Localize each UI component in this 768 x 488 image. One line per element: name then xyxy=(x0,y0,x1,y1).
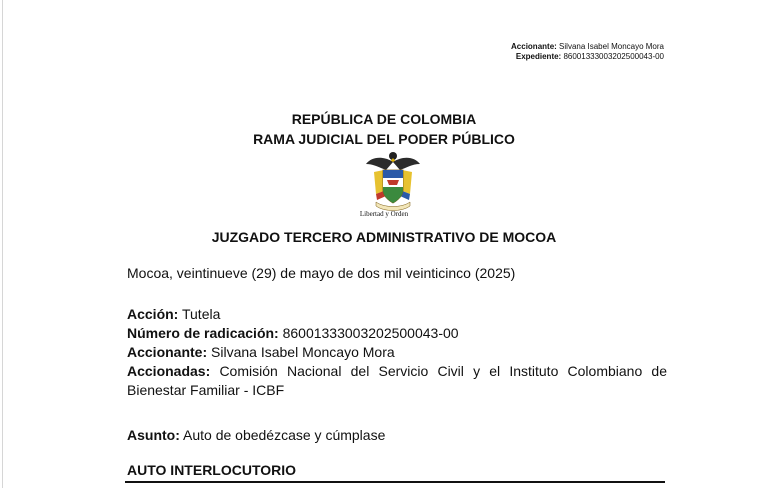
field-accionadas: Accionadas: Comisión Nacional del Servicio Civil y el Instituto Colombiano de Bienestar Familiar - ICBF xyxy=(127,363,667,398)
shield-bottom xyxy=(383,187,403,203)
field-accion: Acción: Tutela xyxy=(127,306,221,322)
section-underline xyxy=(125,481,665,483)
header-accionante: Accionante: Silvana Isabel Moncayo Mora xyxy=(511,42,664,51)
header-meta xyxy=(511,42,664,62)
header-expediente: Expediente: 86001333003202500043-00 xyxy=(515,52,664,61)
court-title: JUZGADO TERCERO ADMINISTRATIVO DE MOCOA xyxy=(211,229,557,245)
subject-line: Asunto: Auto de obedézcase y cúmplase xyxy=(127,427,386,443)
shield-emblem xyxy=(387,180,399,185)
case-fields xyxy=(127,305,667,400)
condor-left-wing xyxy=(366,158,393,170)
country-title: REPÚBLICA DE COLOMBIA xyxy=(291,111,477,127)
motto-text: Libertad y Orden xyxy=(359,210,409,218)
field-radicacion: Número de radicación: 86001333003202500043-00 xyxy=(127,325,459,341)
section-title: AUTO INTERLOCUTORIO xyxy=(127,462,297,478)
shield-top xyxy=(383,170,403,178)
branch-title: RAMA JUDICIAL DEL PODER PÚBLICO xyxy=(253,131,515,147)
condor-right-wing xyxy=(393,158,420,170)
date-line: Mocoa, veintinueve (29) de mayo de dos mil veinticinco (2025) xyxy=(127,265,516,281)
field-accionante: Accionante: Silvana Isabel Moncayo Mora xyxy=(127,344,395,360)
